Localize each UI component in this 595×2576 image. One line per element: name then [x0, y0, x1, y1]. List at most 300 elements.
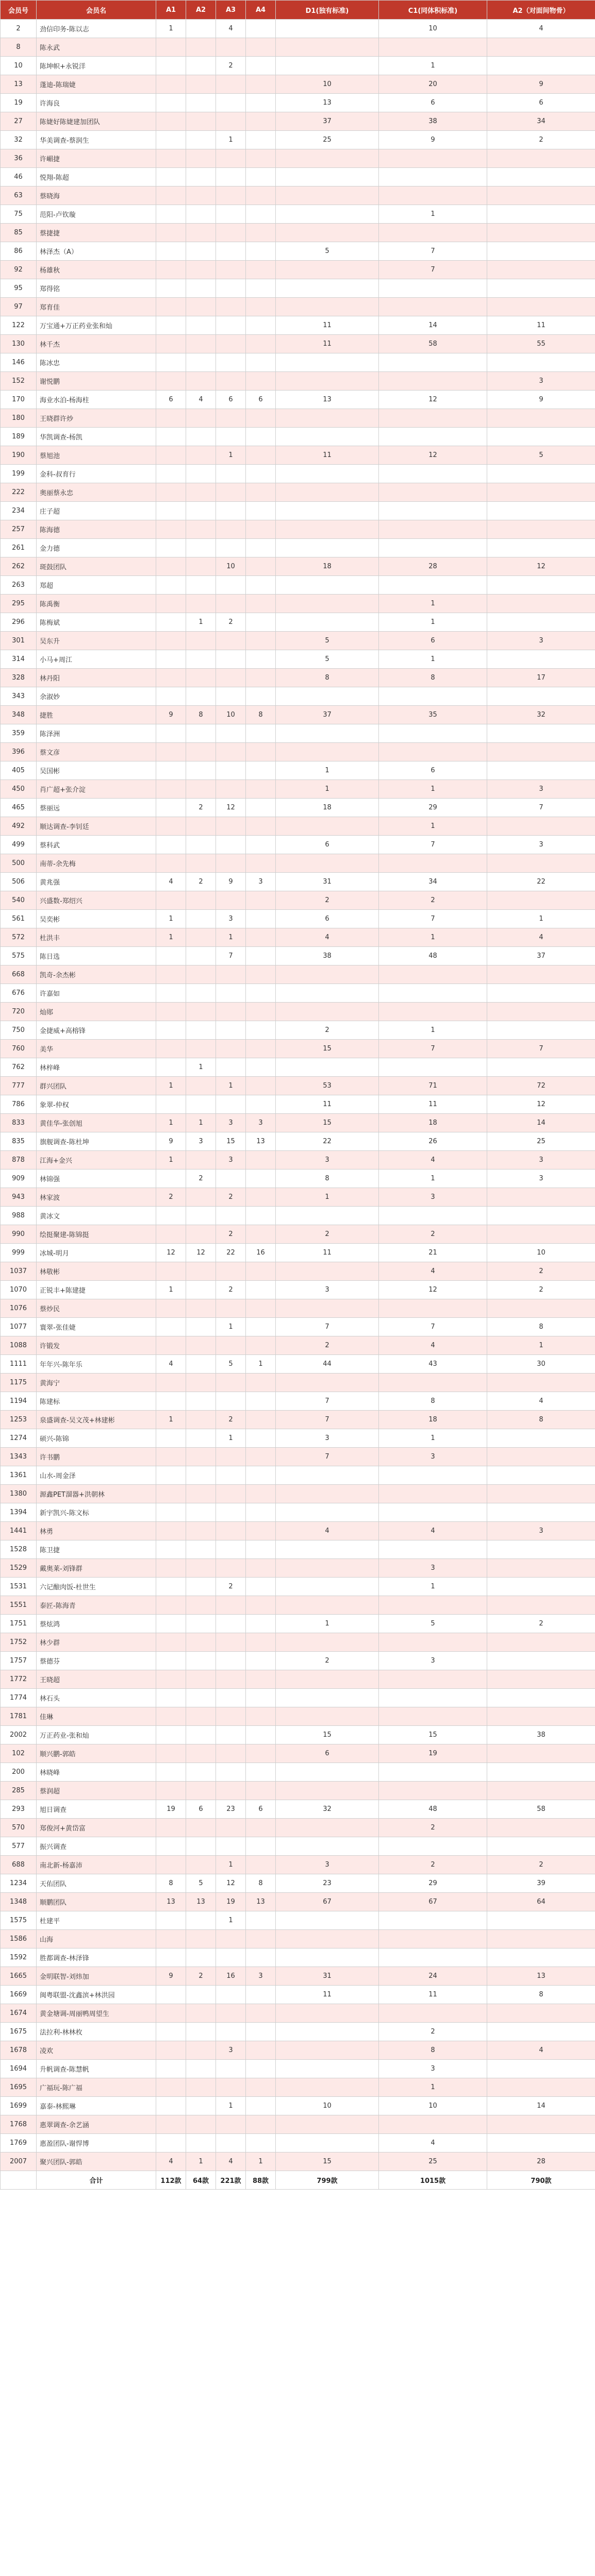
value-cell — [246, 428, 276, 446]
table-row — [1, 1318, 595, 1336]
value-cell — [156, 613, 186, 632]
value-cell — [186, 1578, 216, 1596]
value-cell: 22 — [487, 873, 595, 891]
value-cell — [246, 1837, 276, 1856]
value-cell — [156, 187, 186, 205]
value-cell: 29 — [379, 799, 487, 817]
table-row — [1, 854, 595, 873]
value-cell: 4 — [379, 1151, 487, 1170]
value-cell — [246, 1077, 276, 1095]
value-cell — [216, 1262, 246, 1281]
value-cell: 64 — [487, 1893, 595, 1911]
value-cell — [246, 168, 276, 187]
member-name-cell: 佳琳 — [37, 1707, 156, 1726]
value-cell — [246, 2023, 276, 2041]
value-cell: 14 — [487, 1114, 595, 1132]
value-cell — [186, 984, 216, 1003]
value-cell — [156, 1522, 186, 1540]
value-cell — [186, 910, 216, 928]
value-cell — [276, 465, 379, 483]
value-cell — [276, 1596, 379, 1615]
value-cell: 11 — [276, 335, 379, 353]
member-name-cell: 小马+周江 — [37, 650, 156, 669]
value-cell — [246, 557, 276, 576]
value-cell — [216, 1948, 246, 1967]
value-cell — [487, 1763, 595, 1782]
value-cell: 37 — [487, 947, 595, 965]
value-cell — [186, 836, 216, 854]
value-cell: 10 — [216, 557, 246, 576]
value-cell — [246, 1318, 276, 1336]
table-row — [1, 1559, 595, 1578]
member-id-cell: 1529 — [1, 1559, 37, 1578]
value-cell — [156, 2134, 186, 2153]
value-cell — [276, 1670, 379, 1689]
value-cell — [156, 743, 186, 761]
value-cell — [156, 2078, 186, 2097]
value-cell — [487, 650, 595, 669]
member-name-cell: 兴盛数-郑绍兴 — [37, 891, 156, 910]
value-cell: 2 — [216, 57, 246, 75]
value-cell: 7 — [276, 1318, 379, 1336]
member-name-cell: 蔡晓海 — [37, 187, 156, 205]
value-cell: 6 — [156, 391, 186, 409]
value-cell — [156, 205, 186, 224]
member-id-cell: 570 — [1, 1819, 37, 1837]
member-name-cell: 凌欢 — [37, 2041, 156, 2060]
value-cell — [487, 298, 595, 316]
value-cell: 1 — [379, 595, 487, 613]
value-cell — [216, 1299, 246, 1318]
value-cell: 2 — [186, 799, 216, 817]
value-cell — [276, 595, 379, 613]
value-cell — [487, 2060, 595, 2078]
value-cell — [487, 1559, 595, 1578]
member-name-cell: 蔡科武 — [37, 836, 156, 854]
value-cell — [186, 75, 216, 94]
value-cell — [276, 261, 379, 279]
value-cell — [186, 1652, 216, 1670]
value-cell: 4 — [186, 391, 216, 409]
value-cell — [156, 409, 186, 428]
member-id-cell: 1528 — [1, 1540, 37, 1559]
value-cell — [216, 372, 246, 391]
member-name-cell: 杜建平 — [37, 1911, 156, 1930]
value-cell — [156, 1763, 186, 1782]
value-cell — [216, 780, 246, 799]
value-cell — [246, 279, 276, 298]
value-cell: 2 — [276, 1652, 379, 1670]
value-cell — [156, 149, 186, 168]
value-cell: 8 — [246, 1874, 276, 1893]
table-row — [1, 298, 595, 316]
value-cell — [487, 2023, 595, 2041]
value-cell — [379, 1763, 487, 1782]
value-cell: 10 — [216, 706, 246, 724]
value-cell — [276, 20, 379, 38]
value-cell — [246, 1559, 276, 1578]
member-name-cell: 蔡炫鸿 — [37, 1615, 156, 1633]
value-cell — [156, 539, 186, 557]
value-cell — [276, 168, 379, 187]
value-cell — [276, 1948, 379, 1967]
value-cell — [246, 632, 276, 650]
table-row — [1, 632, 595, 650]
value-cell — [216, 1003, 246, 1021]
value-cell: 8 — [379, 1392, 487, 1411]
value-cell: 18 — [276, 557, 379, 576]
table-row — [1, 817, 595, 836]
value-cell: 13 — [487, 1967, 595, 1986]
value-cell — [216, 483, 246, 502]
value-cell — [379, 1003, 487, 1021]
member-id-cell: 561 — [1, 910, 37, 928]
value-cell — [246, 965, 276, 984]
value-cell: 18 — [276, 799, 379, 817]
value-cell: 1 — [246, 1355, 276, 1374]
value-cell: 1 — [487, 910, 595, 928]
member-name-cell: 升帆调查-陈慧帆 — [37, 2060, 156, 2078]
value-cell — [186, 1299, 216, 1318]
table-row — [1, 483, 595, 502]
value-cell — [156, 168, 186, 187]
member-name-cell: 肖广超+张介淀 — [37, 780, 156, 799]
member-name-cell: 吴奕彬 — [37, 910, 156, 928]
value-cell — [379, 168, 487, 187]
value-cell — [156, 1170, 186, 1188]
value-cell — [246, 1411, 276, 1429]
member-id-cell: 343 — [1, 687, 37, 706]
value-cell — [156, 1930, 186, 1948]
value-cell — [186, 2134, 216, 2153]
member-id-cell: 750 — [1, 1021, 37, 1040]
value-cell — [186, 669, 216, 687]
value-cell — [246, 1299, 276, 1318]
value-cell: 7 — [276, 1411, 379, 1429]
value-cell — [186, 187, 216, 205]
member-id-cell: 301 — [1, 632, 37, 650]
member-id-cell: 36 — [1, 149, 37, 168]
value-cell — [487, 2115, 595, 2134]
value-cell — [246, 817, 276, 836]
table-row — [1, 1800, 595, 1819]
member-name-cell: 黄金塘调-周丽鸭周望生 — [37, 2004, 156, 2023]
value-cell — [216, 1040, 246, 1058]
value-cell — [487, 1503, 595, 1522]
value-cell — [487, 1744, 595, 1763]
table-row — [1, 1967, 595, 1986]
value-cell — [487, 1225, 595, 1244]
value-cell — [487, 724, 595, 743]
member-id-cell: 1694 — [1, 2060, 37, 2078]
value-cell: 32 — [276, 1800, 379, 1819]
value-cell: 12 — [379, 1281, 487, 1299]
value-cell — [156, 1986, 186, 2004]
value-cell — [186, 780, 216, 799]
member-name-cell: 林锦强 — [37, 1170, 156, 1188]
value-cell — [246, 2097, 276, 2115]
value-cell — [487, 168, 595, 187]
value-cell — [216, 836, 246, 854]
value-cell — [379, 1782, 487, 1800]
value-cell — [246, 724, 276, 743]
member-id-cell: 92 — [1, 261, 37, 279]
table-row — [1, 1244, 595, 1262]
value-cell — [216, 854, 246, 873]
value-cell: 15 — [276, 2153, 379, 2171]
value-cell — [186, 1151, 216, 1170]
table-row — [1, 1392, 595, 1411]
member-id-cell: 575 — [1, 947, 37, 965]
value-cell — [379, 1948, 487, 1967]
value-cell — [379, 854, 487, 873]
table-row — [1, 1225, 595, 1244]
value-cell: 1 — [276, 1188, 379, 1207]
table-row — [1, 724, 595, 743]
member-name-cell: 顺鹏团队 — [37, 1893, 156, 1911]
value-cell — [156, 94, 186, 112]
value-cell — [276, 576, 379, 595]
member-id-cell: 878 — [1, 1151, 37, 1170]
value-cell — [487, 187, 595, 205]
value-cell: 14 — [487, 2097, 595, 2115]
value-cell — [216, 1559, 246, 1578]
value-cell: 6 — [246, 1800, 276, 1819]
member-id-cell: 200 — [1, 1763, 37, 1782]
value-cell — [379, 1670, 487, 1689]
value-cell: 3 — [216, 1114, 246, 1132]
value-cell — [276, 1911, 379, 1930]
member-id-cell: 1253 — [1, 1411, 37, 1429]
member-name-cell: 许书鹏 — [37, 1448, 156, 1466]
value-cell: 37 — [276, 706, 379, 724]
value-cell — [156, 1021, 186, 1040]
value-cell — [216, 1392, 246, 1411]
value-cell: 4 — [156, 2153, 186, 2171]
member-id-cell: 396 — [1, 743, 37, 761]
value-cell — [216, 1058, 246, 1077]
value-cell — [156, 576, 186, 595]
member-name-cell: 法拉利-林林枚 — [37, 2023, 156, 2041]
value-cell — [276, 613, 379, 632]
value-cell — [246, 687, 276, 706]
value-cell — [276, 1262, 379, 1281]
value-cell — [276, 483, 379, 502]
value-cell: 10 — [276, 2097, 379, 2115]
member-id-cell: 1394 — [1, 1503, 37, 1522]
value-cell — [216, 2115, 246, 2134]
value-cell: 11 — [276, 1244, 379, 1262]
value-cell — [186, 112, 216, 131]
value-cell — [246, 1040, 276, 1058]
value-cell — [216, 1374, 246, 1392]
member-id-cell: 1675 — [1, 2023, 37, 2041]
value-cell: 15 — [276, 1040, 379, 1058]
value-cell — [156, 1707, 186, 1726]
value-cell — [246, 669, 276, 687]
value-cell — [276, 2078, 379, 2097]
value-cell — [186, 38, 216, 57]
value-cell — [186, 1374, 216, 1392]
value-cell: 9 — [379, 131, 487, 149]
table-row — [1, 1819, 595, 1837]
table-row — [1, 2153, 595, 2171]
value-cell — [216, 520, 246, 539]
value-cell: 5 — [216, 1355, 246, 1374]
value-cell: 5 — [186, 1874, 216, 1893]
value-cell: 1 — [216, 1429, 246, 1448]
value-cell — [156, 1058, 186, 1077]
member-id-cell: 75 — [1, 205, 37, 224]
value-cell: 4 — [216, 2153, 246, 2171]
value-cell: 3 — [216, 1151, 246, 1170]
value-cell — [487, 576, 595, 595]
member-id-cell: 833 — [1, 1114, 37, 1132]
member-id-cell: 988 — [1, 1207, 37, 1225]
value-cell: 8 — [379, 669, 487, 687]
value-cell — [246, 2041, 276, 2060]
value-cell — [156, 261, 186, 279]
value-cell — [379, 2004, 487, 2023]
column-header: A1 — [156, 1, 186, 20]
table-row — [1, 1874, 595, 1893]
column-header: 会员名 — [37, 1, 156, 20]
value-cell — [246, 187, 276, 205]
member-name-cell: 泰匠-陈海青 — [37, 1596, 156, 1615]
value-cell: 28 — [487, 2153, 595, 2171]
value-cell — [156, 298, 186, 316]
table-row — [1, 391, 595, 409]
value-cell: 18 — [379, 1114, 487, 1132]
table-row — [1, 965, 595, 984]
table-row — [1, 891, 595, 910]
value-cell — [186, 891, 216, 910]
table-row — [1, 335, 595, 353]
value-cell: 1 — [379, 780, 487, 799]
value-cell — [156, 353, 186, 372]
value-cell — [487, 1837, 595, 1856]
member-id-cell: 762 — [1, 1058, 37, 1077]
value-cell — [246, 595, 276, 613]
value-cell: 2 — [186, 873, 216, 891]
value-cell — [246, 1262, 276, 1281]
table-row — [1, 1986, 595, 2004]
value-cell: 8 — [379, 2041, 487, 2060]
value-cell — [186, 1540, 216, 1559]
member-name-cell: 新宇凯兴-陈文标 — [37, 1503, 156, 1522]
value-cell — [276, 539, 379, 557]
value-cell — [216, 353, 246, 372]
value-cell — [186, 2097, 216, 2115]
value-cell: 21 — [379, 1244, 487, 1262]
value-cell — [216, 669, 246, 687]
value-cell — [186, 1911, 216, 1930]
member-name-cell: 泉盛调查-吴文茂+林建彬 — [37, 1411, 156, 1429]
value-cell: 24 — [379, 1967, 487, 1986]
value-cell — [276, 724, 379, 743]
column-header: C1(同体积标准) — [379, 1, 487, 20]
member-id-cell: 1111 — [1, 1355, 37, 1374]
member-name-cell: 林少群 — [37, 1633, 156, 1652]
value-cell — [186, 1077, 216, 1095]
total-cell: 1015款 — [379, 2171, 487, 2190]
value-cell — [276, 1299, 379, 1318]
value-cell — [246, 502, 276, 520]
value-cell — [379, 1485, 487, 1503]
value-cell: 3 — [246, 873, 276, 891]
value-cell — [276, 2023, 379, 2041]
value-cell: 4 — [487, 928, 595, 947]
table-row — [1, 1114, 595, 1132]
value-cell — [246, 1596, 276, 1615]
member-id-cell: 8 — [1, 38, 37, 57]
value-cell — [487, 1596, 595, 1615]
value-cell — [186, 687, 216, 706]
member-id-cell: 1343 — [1, 1448, 37, 1466]
value-cell — [186, 149, 216, 168]
value-cell — [276, 1503, 379, 1522]
member-id-cell: 190 — [1, 446, 37, 465]
value-cell: 1 — [156, 20, 186, 38]
value-cell — [246, 409, 276, 428]
value-cell — [216, 1540, 246, 1559]
member-id-cell: 1274 — [1, 1429, 37, 1448]
value-cell: 1 — [487, 1336, 595, 1355]
value-cell — [379, 353, 487, 372]
value-cell: 12 — [487, 557, 595, 576]
value-cell: 2 — [379, 2023, 487, 2041]
member-id-cell: 668 — [1, 965, 37, 984]
value-cell: 3 — [379, 1652, 487, 1670]
table-row — [1, 502, 595, 520]
member-id-cell: 314 — [1, 650, 37, 669]
member-name-cell: 聚兴团队-郭皓 — [37, 2153, 156, 2171]
member-name-cell: 范阳-卢钦璇 — [37, 205, 156, 224]
value-cell — [379, 298, 487, 316]
member-name-cell: 振兴调查 — [37, 1837, 156, 1856]
value-cell — [156, 669, 186, 687]
value-cell — [216, 1986, 246, 2004]
member-name-cell: 蔡润超 — [37, 1782, 156, 1800]
table-row — [1, 38, 595, 57]
value-cell — [379, 1503, 487, 1522]
value-cell — [156, 2041, 186, 2060]
value-cell — [487, 1540, 595, 1559]
value-cell — [156, 1448, 186, 1466]
value-cell — [246, 261, 276, 279]
value-cell — [216, 1930, 246, 1948]
value-cell — [379, 1596, 487, 1615]
value-cell — [246, 1819, 276, 1837]
value-cell — [246, 2115, 276, 2134]
value-cell — [156, 854, 186, 873]
member-name-cell: 顺达调查-李钊廷 — [37, 817, 156, 836]
member-id-cell: 835 — [1, 1132, 37, 1151]
value-cell: 18 — [379, 1411, 487, 1429]
value-cell — [156, 372, 186, 391]
value-cell: 25 — [487, 1132, 595, 1151]
value-cell: 9 — [156, 706, 186, 724]
value-cell: 1 — [216, 1318, 246, 1336]
member-name-cell: 悦翔-陈超 — [37, 168, 156, 187]
value-cell — [487, 1003, 595, 1021]
value-cell — [156, 1578, 186, 1596]
value-cell: 38 — [379, 112, 487, 131]
member-id-cell: 1757 — [1, 1652, 37, 1670]
value-cell: 2 — [487, 131, 595, 149]
value-cell — [246, 1058, 276, 1077]
table-row — [1, 1207, 595, 1225]
